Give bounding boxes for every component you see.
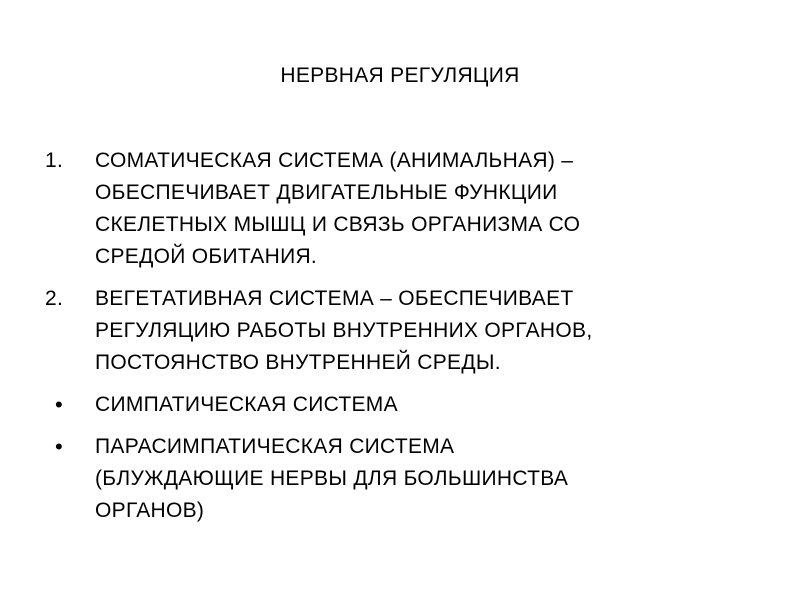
bullet-icon: • (55, 392, 64, 417)
slide-title: НЕРВНАЯ РЕГУЛЯЦИЯ (280, 64, 520, 87)
list-item-2 (45, 283, 745, 379)
content-list (45, 145, 745, 527)
list-item-4-text: ПАРАСИМПАТИЧЕСКАЯ СИСТЕМА (БЛУЖДАЮЩИЕ НЕРВЫ ДЛЯ БОЛЬШИНСТВА ОРГАНОВ) (95, 435, 569, 522)
list-item-4 (45, 431, 745, 527)
list-item-2-text: ВЕГЕТАТИВНАЯ СИСТЕМА – ОБЕСПЕЧИВАЕТ РЕГУЛЯЦИЮ РАБОТЫ ВНУТРЕННИХ ОРГАНОВ, ПОСТОЯНСТВО ВНУТРЕННЕЙ СРЕДЫ. (95, 287, 593, 374)
list-item-1 (45, 145, 745, 273)
list-number-1: 1. (45, 149, 64, 172)
list-item-3 (45, 389, 745, 421)
bullet-icon: • (55, 434, 64, 459)
list-number-2: 2. (45, 287, 64, 310)
list-item-3-text: СИМПАТИЧЕСКАЯ СИСТЕМА (95, 393, 398, 416)
list-item-1-text: СОМАТИЧЕСКАЯ СИСТЕМА (АНИМАЛЬНАЯ) – ОБЕСПЕЧИВАЕТ ДВИГАТЕЛЬНЫЕ ФУНКЦИИ СКЕЛЕТНЫХ МЫШЦ И СВЯЗЬ ОРГАНИЗМА СО СРЕДОЙ ОБИТАНИЯ. (95, 149, 581, 268)
